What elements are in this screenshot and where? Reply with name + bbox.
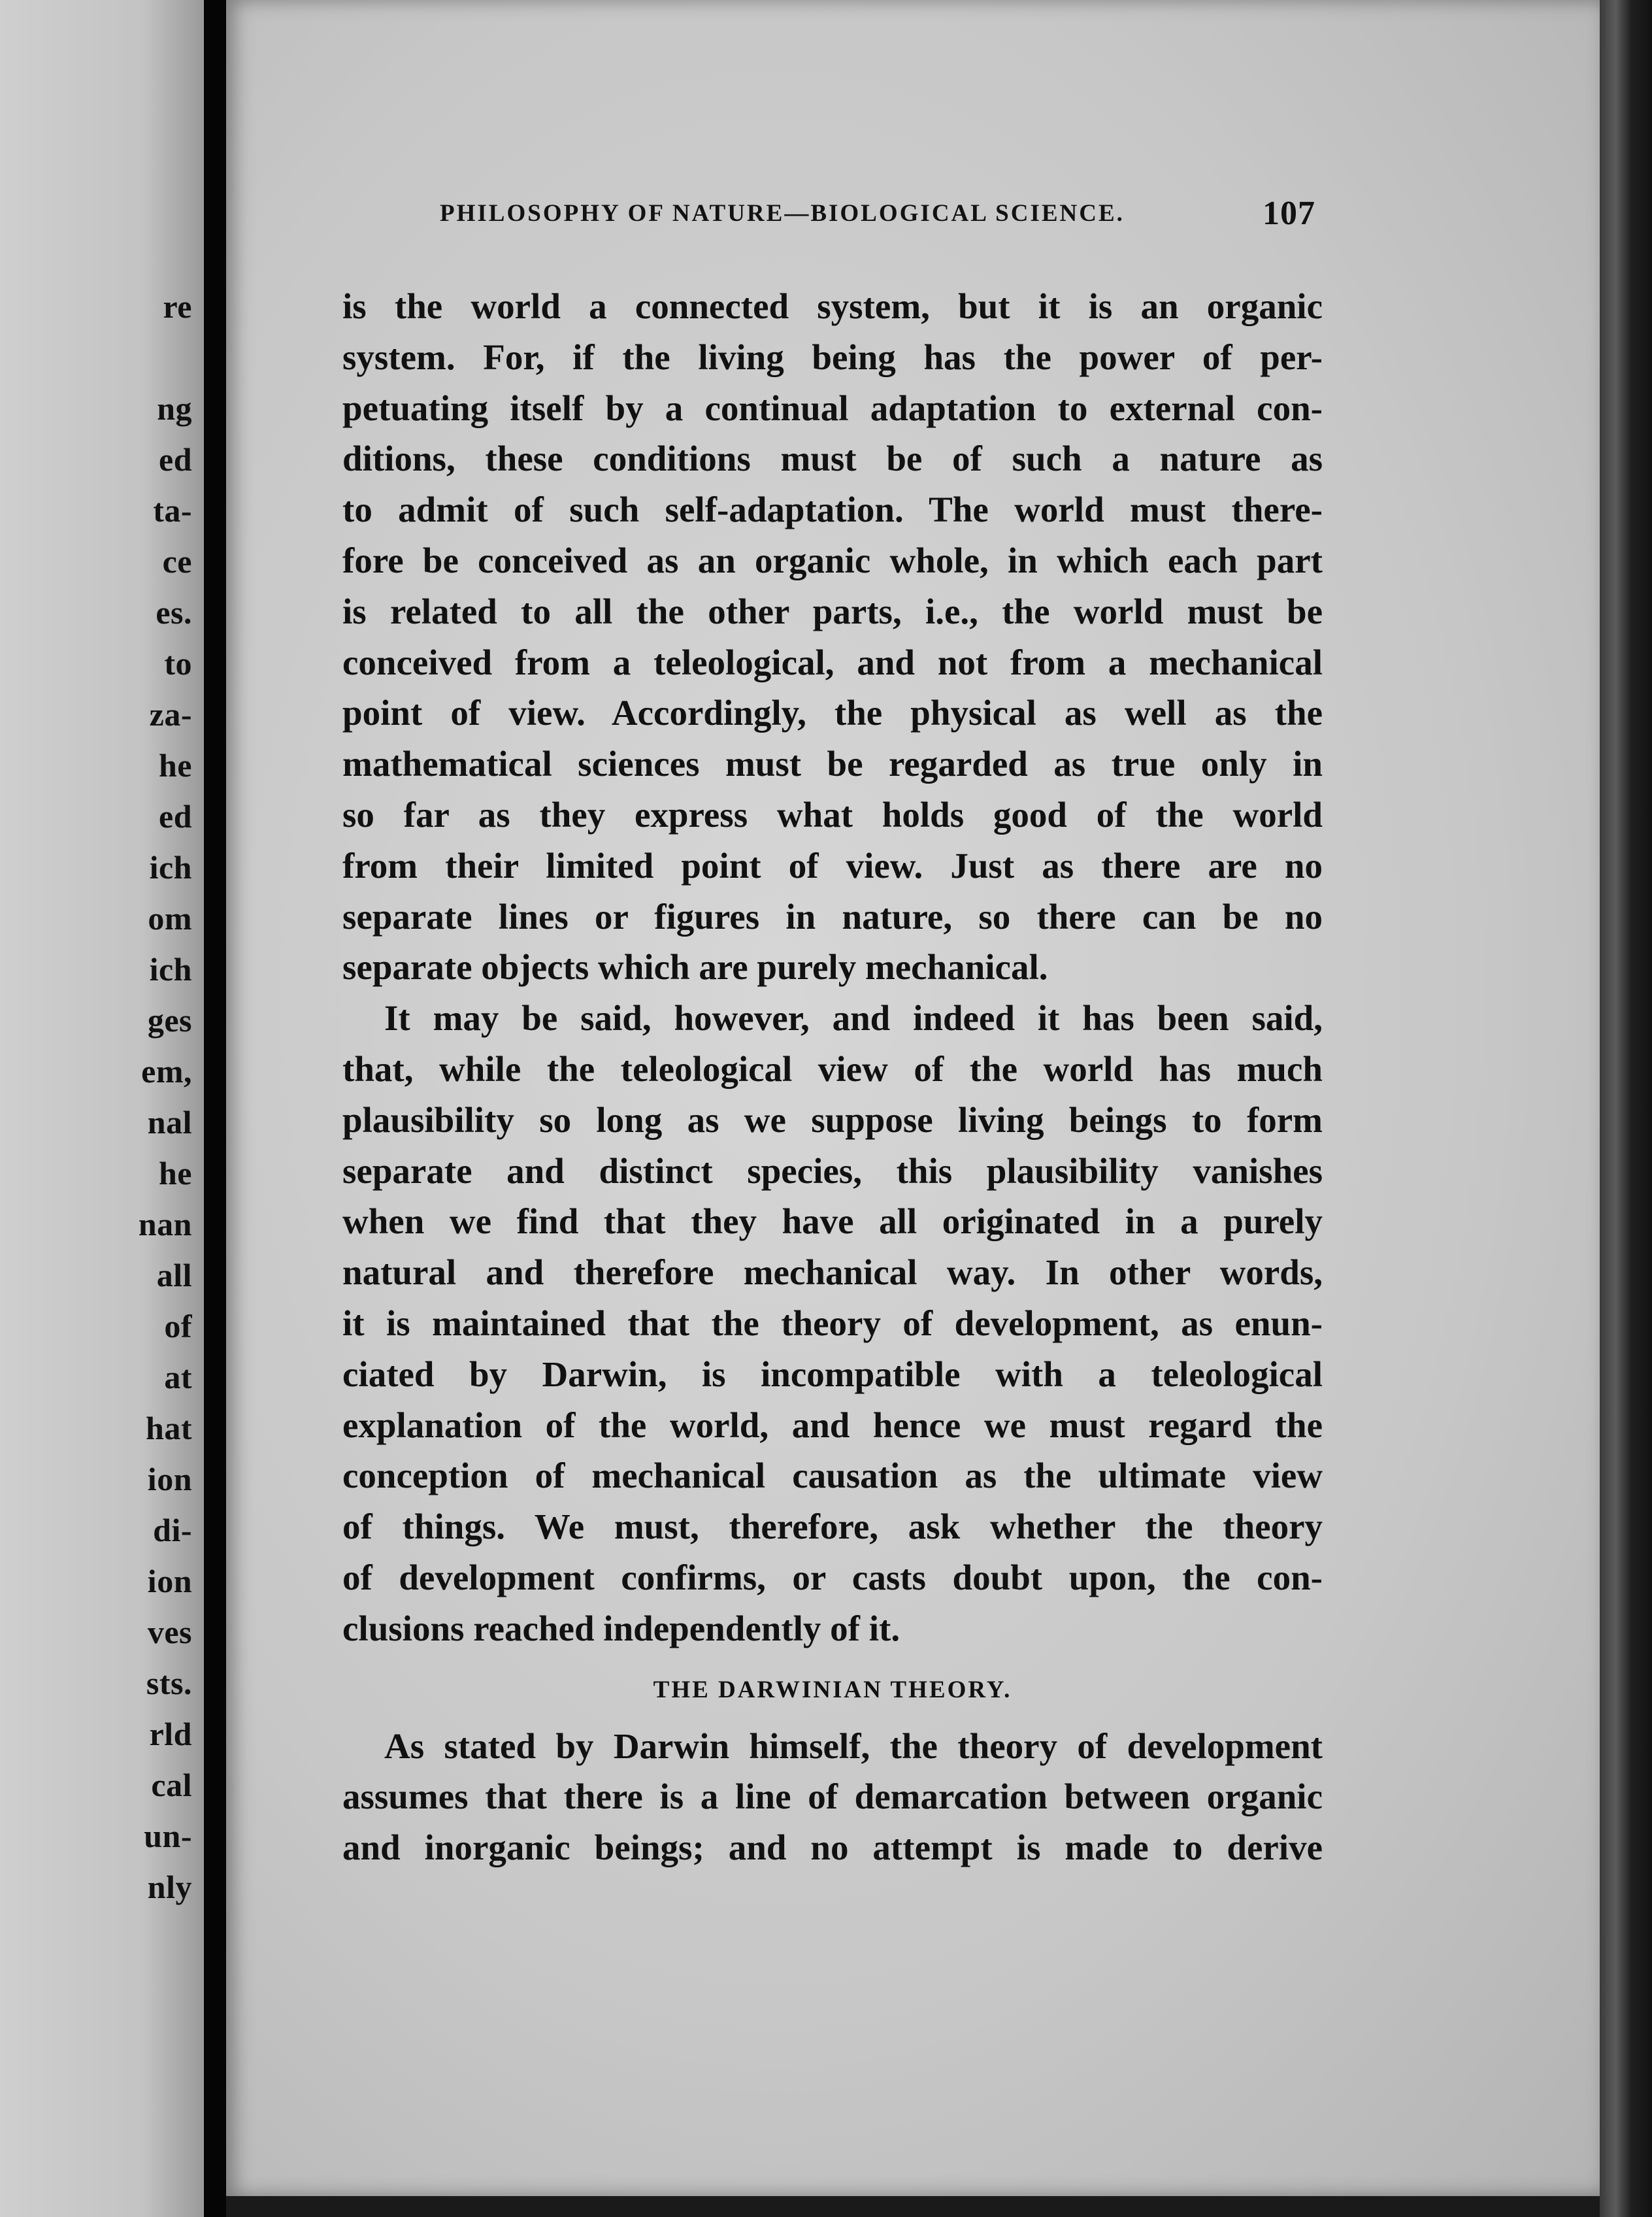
paragraph — [342, 993, 1323, 1654]
text-line: conceived from a teleological, and not from a mechanical — [342, 642, 1323, 682]
fragment: ion — [147, 1563, 192, 1599]
book-gutter — [204, 0, 226, 2217]
fragment: re — [163, 288, 192, 325]
text-line: ciated by Darwin, is incompatible with a teleological — [342, 1354, 1323, 1394]
fragment: to — [164, 645, 192, 682]
text-line: that, while the teleological view of the world has much — [342, 1048, 1323, 1089]
text-line: natural and therefore mechanical way. In other words, — [342, 1252, 1323, 1293]
text-line: it is maintained that the theory of development, as enun- — [342, 1303, 1323, 1343]
text-line: clusions reached independently of it. — [342, 1608, 900, 1648]
fragment: ion — [147, 1461, 192, 1497]
text-line: petuating itself by a continual adaptation to external con- — [342, 388, 1323, 428]
fragment: ed — [159, 441, 192, 478]
fragment: rld — [149, 1716, 192, 1752]
text-line: separate lines or figures in nature, so there can be no — [342, 896, 1323, 937]
text-line: from their limited point of view. Just as there are no — [342, 845, 1323, 886]
section-heading: THE DARWINIAN THEORY. — [653, 1676, 1012, 1703]
paragraph — [342, 281, 1323, 993]
fragment: hat — [146, 1410, 192, 1446]
fragment: ich — [149, 951, 192, 988]
facing-page-text-fragments — [0, 0, 204, 2217]
fragment: ed — [159, 798, 192, 835]
page-number: 107 — [1263, 195, 1315, 232]
running-head-title: PHILOSOPHY OF NATURE—BIOLOGICAL SCIENCE. — [440, 200, 1125, 227]
body-text — [342, 281, 1323, 1873]
text-line: and inorganic beings; and no attempt is made to derive — [342, 1827, 1323, 1868]
text-line: so far as they express what holds good of the world — [342, 794, 1323, 835]
fragment: di- — [153, 1512, 192, 1548]
facing-page — [0, 0, 204, 2217]
text-line: assumes that there is a line of demarcation between organic — [342, 1776, 1323, 1817]
text-line: plausibility so long as we suppose living beings to form — [342, 1099, 1323, 1140]
fragment: ta- — [153, 492, 192, 529]
fragment: ges — [147, 1002, 192, 1039]
text-line: ditions, these conditions must be of such a nature as — [342, 439, 1323, 479]
text-line: fore be conceived as an organic whole, in which each part — [342, 540, 1323, 580]
paragraph — [342, 1721, 1323, 1873]
fragment: em, — [141, 1053, 192, 1090]
fragment: es. — [156, 594, 192, 631]
text-line: mathematical sciences must be regarded as true only in — [342, 744, 1323, 784]
fragment: he — [159, 747, 192, 784]
text-line: separate objects which are purely mechanical. — [342, 947, 1048, 988]
text-line: to admit of such self-adaptation. The world must there- — [342, 490, 1323, 530]
text-line: is related to all the other parts, i.e., the world must be — [342, 591, 1323, 631]
text-line: when we find that they have all originated in a purely — [342, 1201, 1323, 1242]
text-line: of things. We must, therefore, ask whether the theory — [342, 1507, 1323, 1547]
page-edge — [1600, 0, 1652, 2217]
fragment: nal — [147, 1104, 192, 1141]
fragment: cal — [151, 1767, 192, 1803]
text-line: system. For, if the living being has the power of per- — [342, 337, 1323, 377]
fragment: ce — [162, 543, 192, 580]
fragment: all — [156, 1257, 192, 1293]
text-line: point of view. Accordingly, the physical as well as the — [342, 693, 1323, 733]
fragment: he — [159, 1155, 192, 1192]
fragment: of — [164, 1308, 192, 1344]
fragment: om — [148, 900, 192, 937]
text-line: conception of mechanical causation as the ultimate view — [342, 1456, 1323, 1496]
text-line: of development confirms, or casts doubt upon, the con- — [342, 1557, 1323, 1597]
fragment: za- — [149, 696, 192, 733]
fragment: ich — [149, 849, 192, 886]
fragment: nan — [138, 1206, 192, 1242]
text-line: As stated by Darwin himself, the theory of development — [384, 1725, 1323, 1766]
fragment: ves — [147, 1614, 192, 1650]
page-bottom-edge — [226, 2196, 1600, 2217]
fragment: ng — [157, 390, 192, 427]
fragment: nly — [147, 1869, 192, 1905]
text-line: It may be said, however, and indeed it has been said, — [384, 998, 1323, 1039]
fragment: at — [164, 1359, 192, 1395]
text-line: is the world a connected system, but it is an organic — [342, 286, 1323, 326]
fragment: sts. — [146, 1665, 192, 1701]
fragment: un- — [144, 1818, 192, 1854]
running-head — [440, 195, 1315, 239]
text-line: explanation of the world, and hence we must regard the — [342, 1405, 1323, 1445]
text-line: separate and distinct species, this plausibility vanishes — [342, 1150, 1323, 1191]
